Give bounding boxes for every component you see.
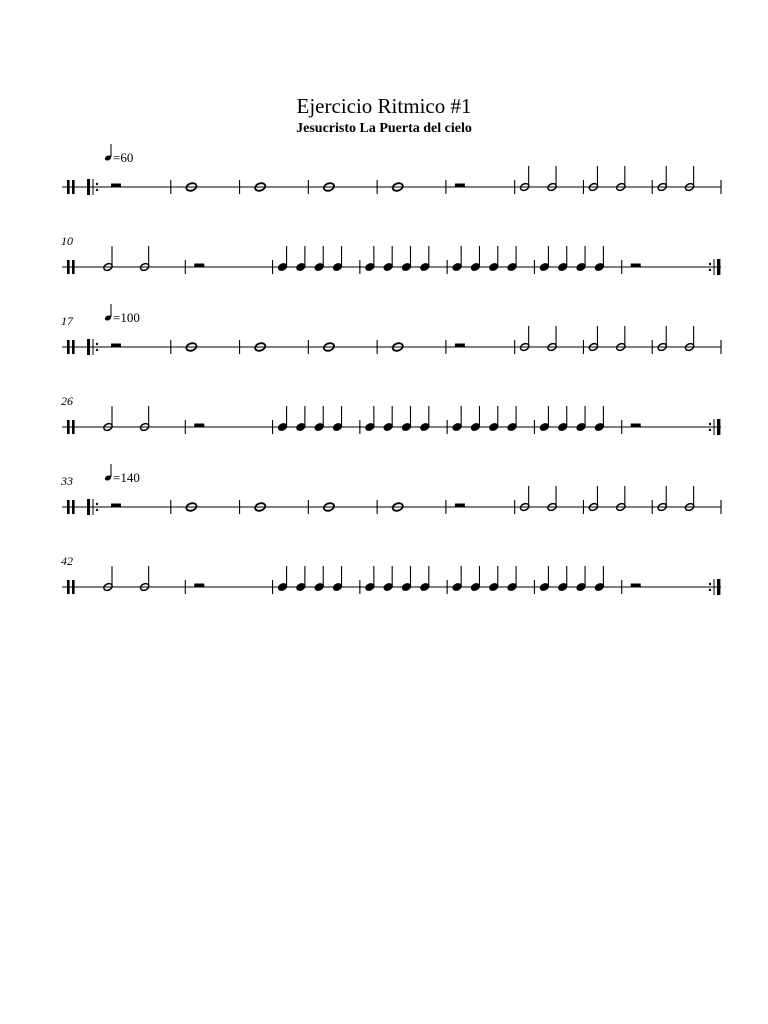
- repeat-start-barline: [87, 499, 90, 515]
- measure: [111, 344, 121, 348]
- measure: [519, 166, 557, 192]
- half-rest: [631, 584, 641, 588]
- measure: [588, 166, 626, 192]
- tempo-marking: [104, 144, 133, 165]
- percussion-clef-icon: [72, 420, 75, 434]
- percussion-clef-icon: [67, 500, 70, 514]
- half-rest: [631, 264, 641, 268]
- repeat-dot: [709, 269, 711, 271]
- half-rest: [194, 584, 204, 588]
- repeat-dot: [96, 349, 98, 351]
- measure: [103, 566, 150, 592]
- percussion-clef-icon: [72, 340, 75, 354]
- measure: [103, 246, 150, 272]
- half-rest: [111, 504, 121, 508]
- percussion-clef-icon: [67, 180, 70, 194]
- measure: [631, 584, 641, 588]
- tempo-marking: [104, 304, 140, 325]
- tempo-text: =100: [113, 310, 140, 325]
- measure: [194, 424, 204, 428]
- tempo-text: =140: [113, 470, 140, 485]
- repeat-dot: [96, 503, 98, 505]
- measure: [519, 326, 557, 352]
- measure: [365, 406, 431, 432]
- repeat-dot: [709, 263, 711, 265]
- repeat-end-barline: [717, 579, 720, 595]
- repeat-dot: [96, 189, 98, 191]
- half-rest: [455, 184, 465, 188]
- repeat-dot: [709, 583, 711, 585]
- measure: [657, 166, 695, 192]
- measure-number: 42: [61, 554, 73, 568]
- measure: [519, 486, 557, 512]
- staff-system: [61, 234, 721, 275]
- repeat-start-barline: [87, 339, 90, 355]
- percussion-clef-icon: [72, 580, 75, 594]
- half-rest: [455, 504, 465, 508]
- score-subtitle: Jesucristo La Puerta del cielo: [296, 121, 472, 136]
- measure: [365, 566, 431, 592]
- repeat-dot: [709, 589, 711, 591]
- measure-number: 10: [61, 234, 73, 248]
- measure: [631, 424, 641, 428]
- repeat-dot: [709, 429, 711, 431]
- half-rest: [194, 424, 204, 428]
- percussion-clef-icon: [67, 340, 70, 354]
- measure: [657, 326, 695, 352]
- percussion-clef-icon: [72, 180, 75, 194]
- percussion-clef-icon: [67, 580, 70, 594]
- measure: [452, 406, 518, 432]
- repeat-dot: [96, 343, 98, 345]
- measure: [103, 406, 150, 432]
- staff-system: [61, 394, 721, 435]
- percussion-clef-icon: [72, 260, 75, 274]
- measure: [539, 406, 605, 432]
- repeat-end-barline: [717, 259, 720, 275]
- repeat-start-barline: [87, 179, 90, 195]
- half-rest: [194, 264, 204, 268]
- measure: [539, 246, 605, 272]
- staff-system: [61, 304, 721, 355]
- repeat-dot: [709, 423, 711, 425]
- staff-system: [60, 464, 721, 515]
- half-rest: [631, 424, 641, 428]
- tempo-marking: [104, 464, 140, 485]
- tempo-text: =60: [113, 150, 134, 165]
- measure: [277, 566, 343, 592]
- measure: [111, 504, 121, 508]
- staff-system: [61, 554, 721, 595]
- repeat-dot: [96, 183, 98, 185]
- repeat-end-barline: [717, 419, 720, 435]
- measure: [455, 184, 465, 188]
- measure: [631, 264, 641, 268]
- half-rest: [455, 344, 465, 348]
- measure: [277, 406, 343, 432]
- measure: [588, 326, 626, 352]
- measure-number: 33: [61, 474, 73, 488]
- percussion-clef-icon: [67, 260, 70, 274]
- repeat-dot: [96, 509, 98, 511]
- measure: [111, 184, 121, 188]
- measure: [452, 566, 518, 592]
- half-rest: [111, 184, 121, 188]
- percussion-clef-icon: [72, 500, 75, 514]
- measure: [194, 584, 204, 588]
- measure: [277, 246, 343, 272]
- measure-number: 17: [61, 314, 73, 328]
- measure: [455, 504, 465, 508]
- measure: [365, 246, 431, 272]
- half-rest: [111, 344, 121, 348]
- score-title: Ejercicio Ritmico #1: [296, 94, 472, 118]
- percussion-clef-icon: [67, 420, 70, 434]
- measure: [452, 246, 518, 272]
- measure: [588, 486, 626, 512]
- measure: [657, 486, 695, 512]
- measure: [539, 566, 605, 592]
- measure: [194, 264, 204, 268]
- measure: [455, 344, 465, 348]
- measure-number: 26: [61, 394, 73, 408]
- staff-system: [62, 144, 721, 195]
